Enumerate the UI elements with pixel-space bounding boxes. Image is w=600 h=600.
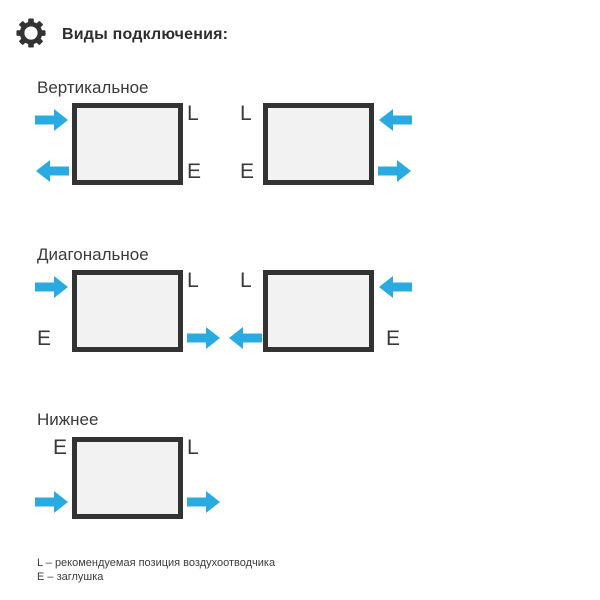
arrow-right-icon xyxy=(187,490,221,514)
arrow-left-icon xyxy=(228,326,262,350)
port-label-air-vent: L xyxy=(240,269,252,292)
arrow-right-icon xyxy=(378,159,412,183)
arrow-right-icon xyxy=(35,275,69,299)
port-label-plug: E xyxy=(53,436,68,459)
legend-air-vent: L – рекомендуемая позиция воздухоотводчика xyxy=(37,557,276,569)
radiator-box xyxy=(72,103,183,185)
arrow-right-icon xyxy=(35,490,69,514)
port-label-air-vent: L xyxy=(187,269,199,292)
port-label-air-vent: L xyxy=(187,102,199,125)
radiator-box xyxy=(263,270,374,352)
page-title: Виды подключения: xyxy=(62,26,229,43)
radiator-box xyxy=(72,437,183,519)
legend-plug: E – заглушка xyxy=(37,571,104,583)
radiator-box xyxy=(263,103,374,185)
port-label-plug: E xyxy=(386,327,401,350)
port-label-plug: E xyxy=(37,327,52,350)
port-label-plug: E xyxy=(240,160,255,183)
port-label-air-vent: L xyxy=(187,436,199,459)
arrow-left-icon xyxy=(35,159,69,183)
arrow-right-icon xyxy=(35,108,69,132)
arrow-right-icon xyxy=(187,326,221,350)
section-label-bottom: Нижнее xyxy=(37,410,99,429)
section-label-diagonal: Диагональное xyxy=(37,245,149,264)
port-label-plug: E xyxy=(187,160,202,183)
arrow-left-icon xyxy=(378,108,412,132)
port-label-air-vent: L xyxy=(240,102,252,125)
radiator-box xyxy=(72,270,183,352)
section-label-vertical: Вертикальное xyxy=(37,78,149,97)
arrow-left-icon xyxy=(378,275,412,299)
gear-icon xyxy=(16,18,46,48)
